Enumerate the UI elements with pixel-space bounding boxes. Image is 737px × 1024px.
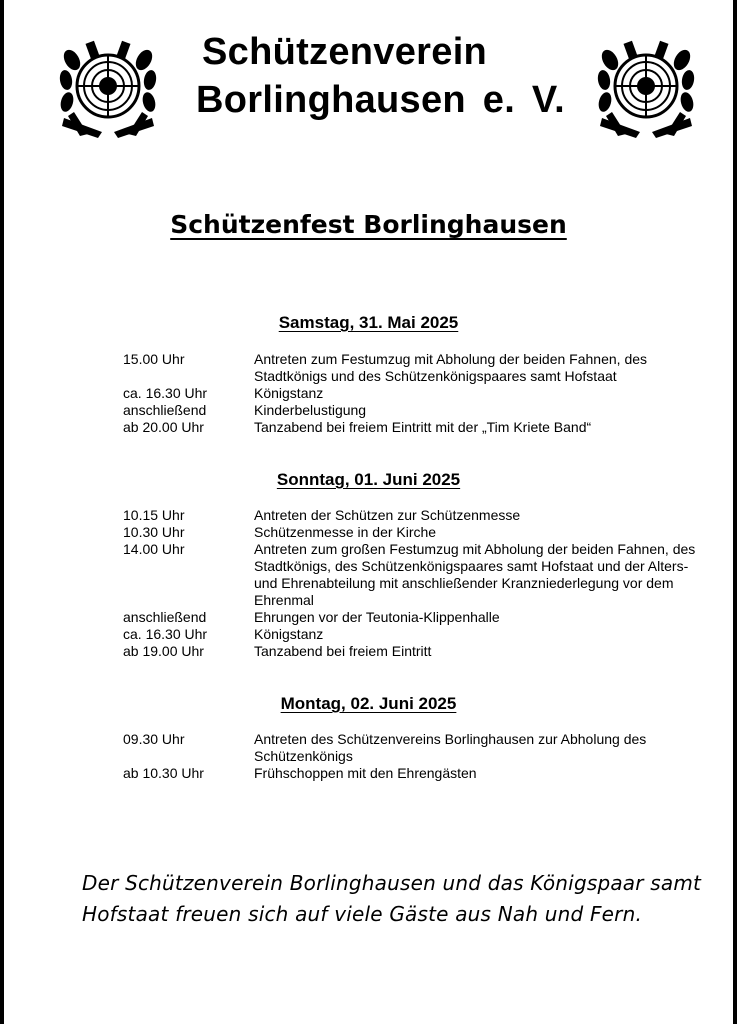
- schedule-entry: [123, 419, 713, 436]
- event-description: Tanzabend bei freiem Eintritt: [254, 643, 432, 659]
- schedule-entry: [123, 541, 713, 609]
- event-description: Königstanz: [254, 385, 324, 401]
- schedule-entry: [123, 643, 713, 660]
- shooting-club-target-emblem-icon: [596, 38, 696, 138]
- schedule-entry: [123, 626, 713, 643]
- event-time: 15.00 Uhr: [123, 351, 185, 367]
- schedule-sunday: [123, 507, 713, 660]
- flyer-page: [4, 0, 733, 1024]
- event-description: Frühschoppen mit den Ehrengästen: [254, 765, 477, 781]
- schedule-entry: [123, 609, 713, 626]
- event-description: Antreten der Schützen zur Schützenmesse: [254, 507, 521, 523]
- event-time: anschließend: [123, 609, 207, 625]
- event-time: ab 19.00 Uhr: [123, 643, 204, 659]
- event-time: 14.00 Uhr: [123, 541, 185, 557]
- schedule-entry: [123, 507, 713, 524]
- schedule-entry: [123, 402, 713, 419]
- event-time: 10.30 Uhr: [123, 524, 185, 540]
- event-description: Antreten zum großen Festumzug mit Abholung der beiden Fahnen, des Stadtkönigs, des Schützenkönigspaares samt Hofstaat und der Alters- und Ehrenabteilung mit anschließender Kranzniederlegung vor dem Ehrenmal: [254, 541, 696, 608]
- event-description: Antreten zum Festumzug mit Abholung der beiden Fahnen, des Stadtkönigs und des Schützenkönigspaares samt Hofstaat: [254, 351, 648, 384]
- event-time: ab 20.00 Uhr: [123, 419, 204, 435]
- schedule-entry: [123, 351, 713, 385]
- club-name-line-1: Schützenverein: [202, 31, 488, 73]
- schedule-saturday: [123, 351, 713, 436]
- event-description: Königstanz: [254, 626, 324, 642]
- day-heading-monday: Montag, 02. Juni 2025: [280, 694, 457, 713]
- event-time: ca. 16.30 Uhr: [123, 626, 208, 642]
- day-heading-saturday: Samstag, 31. Mai 2025: [278, 313, 459, 332]
- event-description: Antreten des Schützenvereins Borlinghausen zur Abholung des Schützenkönigs: [254, 731, 647, 764]
- event-description: Schützenmesse in der Kirche: [254, 524, 437, 540]
- schedule-entry: [123, 524, 713, 541]
- schedule-entry: [123, 385, 713, 402]
- event-time: 09.30 Uhr: [123, 731, 185, 747]
- event-time: ca. 16.30 Uhr: [123, 385, 208, 401]
- schedule-monday: [123, 731, 713, 782]
- event-description: Kinderbelustigung: [254, 402, 367, 418]
- event-description: Ehrungen vor der Teutonia-Klippenhalle: [254, 609, 500, 625]
- festival-title: Schützenfest Borlinghausen: [170, 210, 567, 239]
- day-heading-sunday: Sonntag, 01. Juni 2025: [276, 470, 461, 489]
- schedule-entry: [123, 765, 713, 782]
- event-description: Tanzabend bei freiem Eintritt mit der „Tim Kriete Band“: [254, 419, 592, 435]
- shooting-club-target-emblem-icon: [58, 38, 158, 138]
- club-name-line-2: Borlinghausen e. V.: [196, 79, 565, 121]
- schedule-entry: [123, 731, 713, 765]
- event-time: 10.15 Uhr: [123, 507, 185, 523]
- closing-message: Der Schützenverein Borlinghausen und das Königspaar samt Hofstaat freuen sich auf viele Gäste aus Nah und Fern.: [82, 871, 702, 926]
- event-time: ab 10.30 Uhr: [123, 765, 204, 781]
- event-time: anschließend: [123, 402, 207, 418]
